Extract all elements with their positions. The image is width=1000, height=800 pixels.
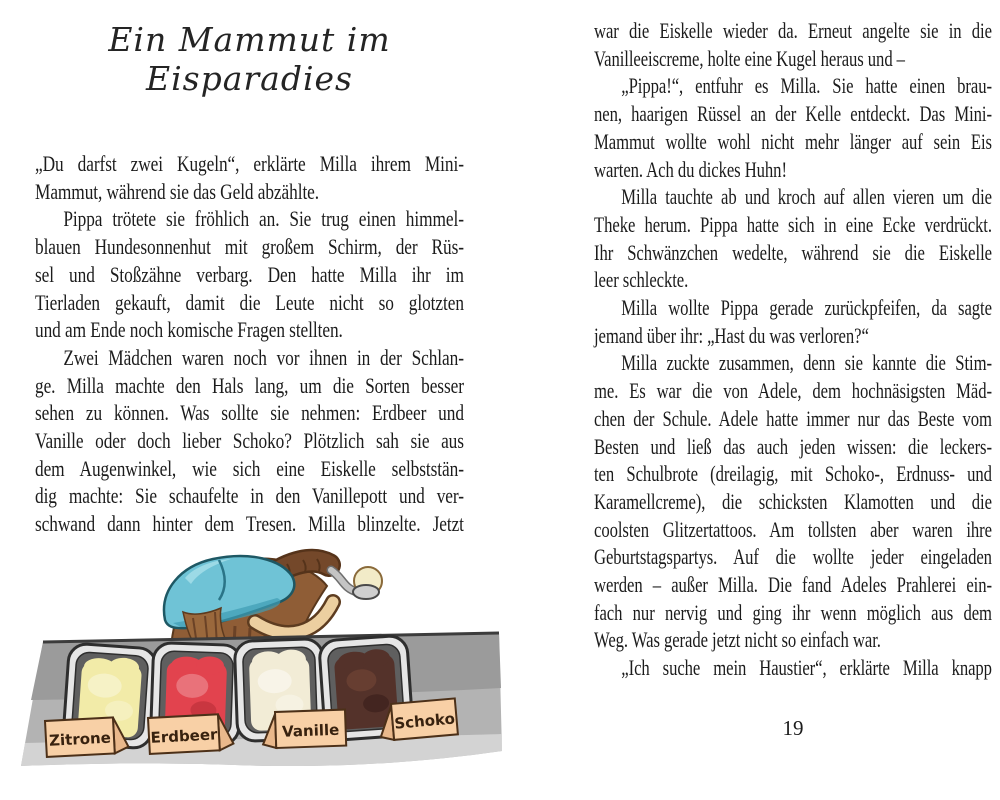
text-line: Zwei Mädchen waren noch vor ihnen in der Schlan-: [63, 344, 464, 370]
flavor-label-vanille-text: Vanille: [281, 720, 340, 741]
text-line: nen, haarigen Rüssel an der Kelle entdeckt. Das Mini-: [594, 101, 992, 127]
text-line: dem Augenwinkel, wie sich eine Eiskelle selbststän-: [35, 455, 464, 481]
text-line: coolsten Glitzertattoos. Am tollsten aber waren ihre: [594, 516, 992, 542]
flavor-label-zitrone-text: Zitrone: [48, 728, 112, 750]
flavor-label-erdbeer-text: Erdbeer: [150, 725, 218, 747]
flavor-label-zitrone: [45, 717, 129, 757]
text-line: me. Es war die von Adele, dem hochnäsigsten Mäd-: [594, 378, 992, 404]
right-page-text: [594, 17, 992, 682]
text-line: Vanilleeiscreme, holte eine Kugel heraus und –: [594, 45, 905, 71]
text-line: Milla tauchte ab und kroch auf allen vieren um die: [621, 184, 992, 210]
text-line: ten Schulbrote (dreilagig, mit Schoko-, Erdnuss- und: [594, 461, 992, 487]
mammoth: [164, 556, 382, 648]
text-line: Vanille oder doch lieber Schoko? Plötzlich sah sie aus: [35, 428, 464, 454]
text-line: Mammut wollte wohl nicht mehr länger auf sein Eis: [594, 128, 992, 154]
text-line: Milla zuckte zusammen, denn sie kannte die Stim-: [621, 350, 992, 376]
mammoth-ice-counter-illustration: [15, 538, 505, 788]
text-line: warten. Ach du dickes Huhn!: [594, 156, 787, 182]
text-line: chen der Schule. Adele hatte immer nur das Beste vom: [594, 405, 992, 431]
text-line: und am Ende noch komische Fragen stellten.: [35, 317, 343, 343]
text-line: Geburtstagspartys. Auf die wollte jeder eingeladen: [594, 544, 992, 570]
text-line: „Pippa!“, entfuhr es Milla. Sie hatte einen brau-: [621, 73, 992, 99]
text-line: Milla wollte Pippa gerade zurückpfeifen, da sagte: [621, 295, 992, 321]
text-line: „Ich suche mein Haustier“, erklärte Milla knapp: [621, 655, 992, 681]
text-line: Besten und ließ das auch jeden wissen: die leckers-: [594, 433, 992, 459]
text-line: leer schleckte.: [594, 267, 689, 293]
chapter-title: Ein Mammut im Eisparadies: [108, 20, 391, 98]
flavor-label-vanille: [262, 710, 346, 749]
scoop-bowl: [353, 585, 379, 599]
text-line: jemand über ihr: „Hast du was verloren?“: [594, 322, 869, 348]
text-line: Karamellcreme), die schicksten Klamotten und die: [594, 488, 992, 514]
text-line: Pippa trötete sie fröhlich an. Sie trug einen himmel-: [63, 206, 464, 232]
flavor-label-schoko-text: Schoko: [393, 709, 456, 733]
text-line: dig machte: Sie schaufelte in den Vanillepott und ver-: [35, 483, 464, 509]
text-line: war die Eiskelle wieder da. Erneut angelte sie in die: [594, 18, 992, 43]
text-line: Weg. Was gerade jetzt nicht so einfach war.: [594, 627, 881, 653]
text-line: Tierladen gekauft, damit die Leute nicht so glotzten: [35, 289, 464, 315]
text-line: schwand dann hinter dem Tresen. Milla blinzelte. Jetzt: [35, 511, 464, 537]
flavor-label-erdbeer: [148, 714, 234, 754]
text-line: Mammut, während sie das Geld abzählte.: [35, 178, 320, 204]
page-number: 19: [782, 716, 804, 740]
text-line: Theke herum. Pippa hatte sich in eine Ecke verdrückt.: [594, 211, 992, 237]
text-line: sel und Stoßzähne verbarg. Den hatte Milla ihr im: [35, 261, 464, 287]
text-line: fach nur nervig und ging ihr wenn möglich aus dem: [594, 599, 992, 625]
text-line: ge. Milla machte den Hals lang, um die Sorten besser: [35, 372, 464, 398]
left-page-text: [35, 150, 464, 538]
text-line: Ihr Schwänzchen wedelte, während sie die Eiskelle: [594, 239, 992, 265]
text-line: werden – außer Milla. Die fand Adeles Prahlerei ein-: [594, 572, 992, 598]
text-line: sehen zu können. Was sollte sie nehmen: Erdbeer und: [35, 400, 464, 426]
text-line: blauen Hundesonnenhut mit großem Schirm, der Rüs-: [35, 234, 464, 260]
text-line: „Du darfst zwei Kugeln“, erklärte Milla ihrem Mini-: [35, 151, 464, 176]
